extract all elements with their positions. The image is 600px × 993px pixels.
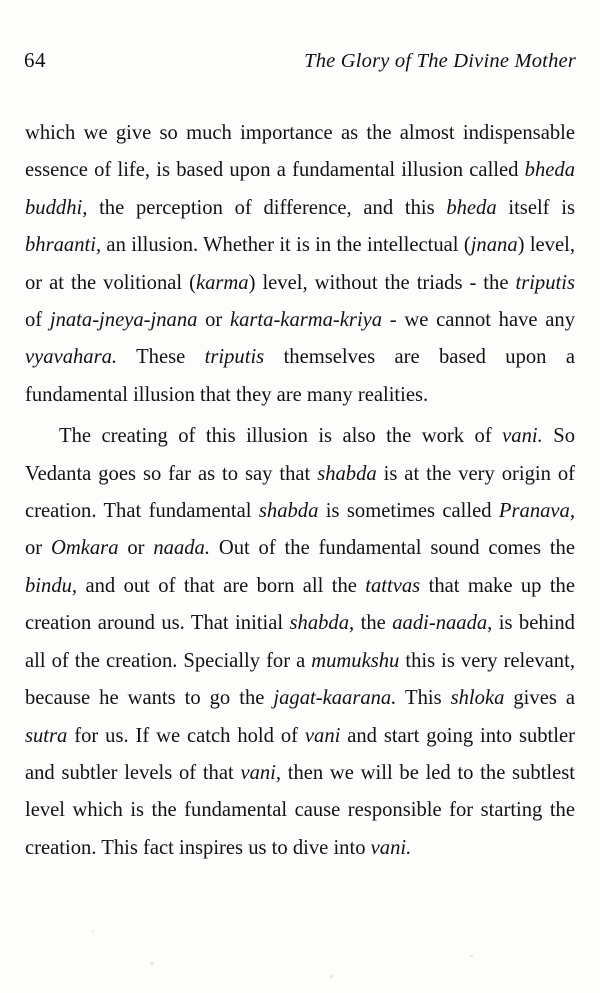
- text-run: or: [197, 309, 230, 332]
- emphasized-term: jnana: [470, 234, 518, 257]
- text-run: or: [25, 537, 51, 560]
- text-run: These: [117, 346, 205, 369]
- text-run: then we will be led to the subtlest level which is the fundamental cause responsible for starting the creation. This fact inspires us to dive into: [25, 761, 575, 859]
- emphasized-term: tattvas: [365, 574, 421, 597]
- text-run: that make up the creation around us. That initial: [25, 574, 575, 635]
- paper-speck: [150, 962, 154, 965]
- emphasized-term: triputis: [204, 346, 265, 369]
- text-run: - we cannot have any: [382, 309, 575, 332]
- text-run: of: [25, 309, 50, 332]
- emphasized-term: vani.: [370, 836, 412, 859]
- emphasized-term: shabda,: [289, 612, 355, 635]
- emphasized-term: triputis: [515, 271, 575, 294]
- emphasized-term: mumukshu: [311, 649, 400, 672]
- emphasized-term: vani,: [240, 761, 282, 784]
- text-run: Out of the fundamental sound comes the: [209, 537, 575, 560]
- emphasized-term: jnata-jneya-jnana: [49, 309, 198, 332]
- text-run: this is very relevant, because he wants to go the: [25, 649, 575, 710]
- text-run: and start going into subtler and subtler levels of that: [25, 724, 575, 784]
- emphasized-term: aadi-naada,: [392, 612, 493, 635]
- emphasized-term: Omkara: [51, 537, 119, 560]
- text-run: themselves are based upon a fundamental illusion that they are many realities.: [25, 346, 575, 406]
- text-run: This: [396, 687, 451, 710]
- emphasized-term: jagat-kaarana.: [273, 687, 397, 710]
- page-header: [22, 48, 578, 73]
- emphasized-term: vyavahara.: [25, 346, 118, 369]
- text-run: is at the very origin of creation. That fundamental: [25, 462, 575, 523]
- text-run: or: [118, 537, 154, 560]
- text-run: The creating of this illusion is also the work of: [59, 425, 503, 448]
- emphasized-term: shabda: [317, 462, 377, 485]
- emphasized-term: Pranava,: [498, 500, 575, 523]
- page-body: [22, 115, 578, 867]
- body-paragraph: [25, 115, 575, 414]
- text-run: gives a: [504, 687, 575, 710]
- paper-speck: [330, 975, 333, 978]
- emphasized-term: vani: [304, 724, 341, 747]
- emphasized-term: bheda: [446, 196, 497, 219]
- emphasized-term: vani.: [502, 425, 543, 448]
- emphasized-term: bheda buddhi,: [25, 159, 575, 219]
- text-run: the: [354, 612, 393, 635]
- text-run: ) level, or at the volitional (: [25, 234, 575, 294]
- text-run: an illusion. Whether it is in the intellectual (: [101, 234, 471, 257]
- text-run: which we give so much importance as the almost indispensable essence of life, is based upon a fundamental illusion called: [25, 122, 575, 182]
- emphasized-term: bhraanti,: [25, 234, 102, 257]
- emphasized-term: karma: [195, 271, 249, 294]
- text-run: and out of that are born all the: [77, 574, 366, 597]
- body-paragraph: [25, 418, 575, 867]
- emphasized-term: shabda: [258, 500, 319, 523]
- text-run: is sometimes called: [318, 500, 499, 523]
- emphasized-term: sutra: [25, 724, 68, 747]
- text-run: So Vedanta goes so far as to say that: [25, 425, 575, 485]
- emphasized-term: bindu,: [25, 574, 78, 597]
- page-number: 64: [24, 48, 46, 72]
- text-run: is behind all of the creation. Specially for a: [25, 612, 575, 672]
- text-run: for us. If we catch hold of: [67, 724, 305, 747]
- text-run: ) level, without the triads - the: [248, 271, 516, 294]
- paper-speck: [92, 930, 94, 932]
- emphasized-term: naada.: [153, 537, 210, 560]
- emphasized-term: karta-karma-kriya: [229, 309, 383, 332]
- text-run: the perception of difference, and this: [87, 196, 447, 219]
- emphasized-term: shloka: [450, 687, 505, 710]
- paper-speck: [470, 955, 473, 957]
- running-title: The Glory of The Divine Mother: [304, 50, 576, 72]
- text-run: itself is: [496, 196, 575, 219]
